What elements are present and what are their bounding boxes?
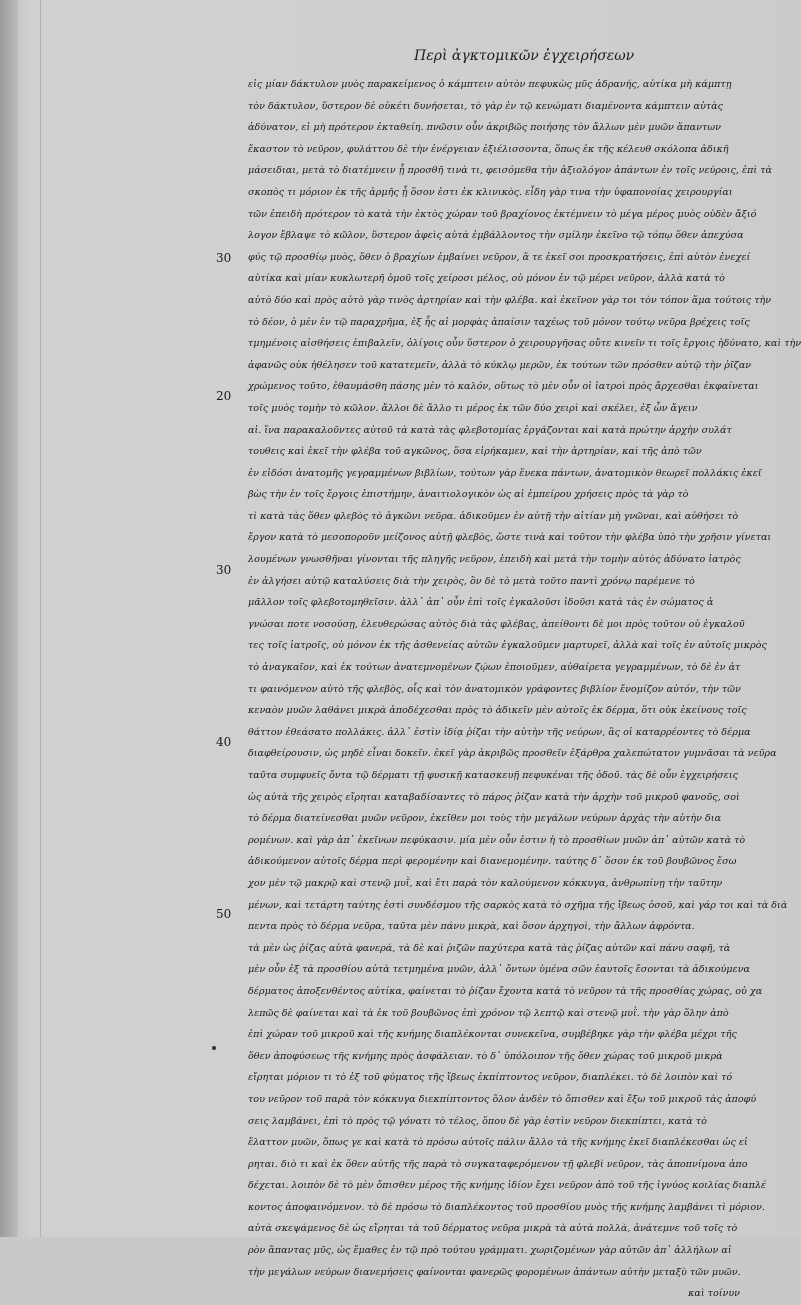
text-line: τὸ δέον, ὁ μὲν ἐν τῷ παραχρῆμα, ἐξ ἧς αἱ μορφὰς ἀπαίσιν ταχέως τοῦ μόνον τούτῳ νεῦρα βρέχεις τοῖς (248, 316, 750, 328)
text-line: ἐν εἰδόσι ἀνατομῆς γεγραμμένων βιβλίων, τούτων γὰρ ἕνεκα πάντων, ἀνατομικὸν θεωρεῖ πολλάκις ἐκεῖ (248, 467, 762, 479)
text-line: κεναὸν μυῶν λαθάνει μικρὰ ἀποδέχεσθαι πρὸς τὸ ἀδικεῖν μὲν αὐτοῖς ἐκ δέρμα, ὅτι οὐκ ἐκείνους τοῖς (248, 705, 747, 717)
text-line: πεντα πρὸς τὸ δέρμα νεῦρα, ταῦτα μὲν πάνυ μικρὰ, καὶ ὅσον ἀρχηγοὶ, τὴν ἄλλων ἀφρόντα. (248, 921, 695, 933)
margin-line-number: 30 (216, 251, 232, 265)
text-line: σκοπὸς τι μόριον ἐκ τῆς ἀρμῆς ᾗ ὅσον ἐστι ἐκ κλινικὸς. εἶδη γὰρ τινα τὴν ὑφαπονοίας χειρουργίαι (248, 186, 733, 198)
text-line: τῶν ἐπειδὴ πρότερον τὸ κατὰ τὴν ἐκτὸς χώραν τοῦ βραχίονος ἐκτέμνειν τὸ μέγα μέρος μυὸς οὐδὲν ἄξιό (248, 208, 757, 220)
text-line: λογον ἔβλαψε τὸ κῶλον, ὕστερον ἀφεὶς αὐτὰ ἐμβάλλοντος τὴν σμίλην ἐκεῖνο τῷ τόπῳ ὅθεν ἀπεχύσα (248, 230, 744, 242)
margin-line-number: 40 (216, 735, 232, 749)
text-line: τὸν δάκτυλον, ὕστερον δὲ οὐκέτι δυνήσεται, τὸ γὰρ ἐν τῷ κενώματι διαμένοντα κάμπτειν αὐτὰς (248, 100, 723, 112)
text-line: τουθεις καὶ ἐκεῖ τὴν φλέβα τοῦ αγκῶνος, ὅσα εἰρήκαμεν, καὶ τὴν ἀρτηρίαν, καὶ τῆς ἀπὸ τῶν (248, 446, 702, 458)
text-line: του νεῦρον τοῦ παρὰ τὸν κόκκυγα διεκπίπτοντος ὅλον ἀνδὲν τὸ ὄπισθεν καὶ ἔξω τοῦ μικροῦ τὰς ἀποφύ (248, 1093, 757, 1105)
text-line: ρομένων. καὶ γὰρ ἀπ᾿ ἐκεῖνων πεφύκασιν. μία μὲν οὖν ἐστιν ἡ τὸ προσθίων μυῶν ἀπ᾿ αὐτῶν κατὰ τὸ (248, 834, 746, 846)
page-gutter (0, 0, 18, 1237)
text-line: σεις λαμβάνει, ἐπὶ τὸ πρὸς τῷ γόνατι τὸ τέλος, ὅπου δὲ γὰρ ἐστὶν νεῦρον διεκπίπτει, κατὰ τὸ (248, 1115, 707, 1127)
text-line: τμημένοις αἰσθήσεις ἐπιβαλεῖν, ὀλίγοις οὖν ὕστερον ὁ χειρουργῆσας οὔτε κινεῖν τι τοῖς ἔργοις ἠδύνατο, καὶ τὴν (248, 338, 801, 350)
text-line: θάττον ἐθεάσατο πολλάκις. ἀλλ᾿ ἐστὶν ἰδίᾳ ῥίζαι τὴν αὐτὴν τῆς νεύρων, ἃς οἱ καταρρέοντες τὸ δέρμα (248, 726, 751, 738)
text-line: εἴρηται μόριον τι τὸ ἐξ τοῦ φύματος τῆς ἴβεως ἐκπίπτοντος νεῦρον, διαπλέκει. τὸ δὲ λοιπὸν καὶ τό (248, 1072, 733, 1084)
text-line: τὰ μὲν ὡς ῥίζας αὐτὰ φανερά, τὰ δὲ καὶ ῥιζῶν παχύτερα κατὰ τὰς ῥίζας αὐτῶν καὶ πάνυ σαφῆ, τὰ (248, 942, 731, 954)
text-line: ἔργον κατὰ τὸ μεσοποροῦν μείζονος αὐτῇ φλεβὸς, ὥστε τινὰ καὶ τοῦτον τὴν φλέβα ὑπὸ τὴν χρῆσιν γίνεται (248, 532, 772, 544)
text-line: αἰ. ἵνα παρακαλοῦντες αὐτοῦ τὰ κατὰ τὰς φλεβοτομίας ἐργάζονται καὶ κατὰ πρώτην ἀρχὴν συλάτ (248, 424, 732, 436)
text-line: τὴν μεγάλων νεύρων διανεμήσεις φαίνονται φανερῶς φορομένων ἁπάντων αὐτὴν μεταξὺ τῶν μυῶν. (248, 1266, 741, 1278)
text-line: τὸ ἀναγκαῖον, καὶ ἐκ τούτων ἀνατεμνομένων ζῴων ἐποιοῦμεν, αὐθαίρετα γεγραμμένων, τὸ δὲ ἐν ἀτ (248, 662, 741, 674)
text-line: ἕκαστον τὸ νεῦρον, φυλάττου δὲ τὴν ἐνέργειαν ἐξιέλισσοντα, ὅπως ἐκ τῆς κέλευθ σκόλοπα ἀδικῆ (248, 143, 729, 155)
text-line: ὅθεν ἀποφύσεως τῆς κνήμης πρὸς ἀσφάλειαν. τὸ δ᾿ ὑπόλοιπον τῆς ὅθεν χώρας τοῦ μικροῦ μικρὰ (248, 1050, 723, 1062)
text-line: αὐτὰ σκεψάμενος δὲ ὡς εἴρηται τὰ τοῦ δέρματος νεῦρα μικρὰ τὰ αὐτὰ πολλὰ, ἀνάτεμνε τοῦ τοῖς τὸ (248, 1223, 738, 1235)
text-line: λουμένων γνωσθῆναι γίνονται τῆς πληγῆς νεῦρον, ἐπειδὴ καὶ μετὰ τὴν τομὴν αὐτὸς ἀδύνατο ἰατρὸς (248, 554, 741, 566)
text-line: γνώσαι ποτε νοσούσῃ, ἐλευθερώσας αὐτὸς διὰ τὰς φλέβας, ἀπείθοντι δὲ μοι πρὸς τοῦτον οὐ ἐγκαλοῦ (248, 618, 745, 630)
text-line: τες τοῖς ἰατροῖς, οὐ μόνον ἐκ τῆς ἀσθενείας αὐτῶν ἐγκαλοῦμεν μαρτυρεῖ, ἀλλὰ καὶ τοῖς ἐν αὐτοῖς μικρὸς (248, 640, 767, 652)
text-line: τὸ δέρμα διατείνεσθαι μυῶν νεῦρον, ἐκεῖθεν μοι τοὺς τὴν μεγάλων νεύρων ἀρχὰς τὴν αὐτὴν δια (248, 813, 722, 825)
text-line: ἔλαττον μυῶν, ὅπως γε καὶ κατὰ τὸ πρόσω αὐτοῖς πάλιν ἄλλο τὰ τῆς κνήμης ἐκεῖ διαπλέκεσθαι ὡς εἰ (248, 1137, 748, 1149)
text-line: ὡς αὐτὰ τῆς χειρὸς εἴρηται καταβαδίσαντες τὸ πάρος ῥίζαν κατὰ τὴν ἀρχὴν τοῦ μικροῦ φανοῦς, σοὶ (248, 791, 740, 803)
gutter-fold-line (40, 0, 41, 1237)
text-line: φύς τῷ προσθίῳ μυὸς, ὅθεν ὁ βραχίων ἐμβαίνει νεῦρον, ἅ τε ἐκεῖ σοι προσκρατήσεις, ἐπὶ αὐτὸν ἐνεχεί (248, 251, 751, 263)
text-line: χον μὲν τῷ μακρῷ καὶ στενῷ μυῒ, καὶ ἔτι παρὰ τὸν καλούμενον κόκκυγα, ἀνθρωπίνῃ τὴν ταῦτην (248, 877, 723, 889)
text-line: δέρματος ἀποξενθέντος αὐτίκα, φαίνεται τὸ ῥίζαν ἔχοντα κατὰ τὸ νεῦρον τὰ τῆς προσθίας χώρας, οὐ χα (248, 985, 763, 997)
text-line: διαφθείρουσιν, ὡς μηδὲ εἶναι δοκεῖν. ἐκεῖ γὰρ ἀκριβῶς προσθεῖν ἐξάρθρα χαλεπώτατον γυμνᾶσαι τὰ νεῦρα (248, 748, 777, 760)
text-line: μᾶλλον τοῖς φλεβοτομηθεῖσιν. ἀλλ᾿ ἀπ᾿ οὖν ἐπὶ τοῖς ἐγκαλοῦσι ἰδοῦσι κατὰ τὰς ἐν σώματος ἀ (248, 597, 714, 609)
text-line: καὶ τοίνυν (688, 1288, 740, 1300)
text-line: ἀφανῶς οὐκ ἠθέλησεν τοῦ κατατεμεῖν, ἀλλὰ τὸ κύκλῳ μερῶν, ἐκ τούτων τῶν πρόσθεν αὐτῷ τὴν ῥῖζαν (248, 359, 752, 371)
greek-text-block (248, 74, 801, 1305)
text-line: βὼς τὴν ἐν τοῖς ἔργοις ἐπιστήμην, ἀναιτιολογικὸν ὡς αἱ ἐμπείρου χρήσεις πρὸς τὰ γὰρ τὸ (248, 489, 689, 501)
ink-spot (212, 1046, 216, 1050)
text-line: μένων, καὶ τετάρτη ταύτης ἐστὶ συνδέσμου τῆς σαρκὸς κατὰ τὸ σχῆμα τῆς ἴβεως ὀσοῦ, καὶ γάρ τοι καὶ τὰ διὰ (248, 899, 788, 911)
text-line: χρώμενος τοῦτο, ἐθαυμάσθη πάσης μὲν τὸ καλόν, οὕτως τὸ μὲν οὖν οἱ ἰατροὶ πρὸς ἄρχεσθαι ἐκφαίνεται (248, 381, 759, 393)
text-line: αὐτὸ δύο καὶ πρὸς αὐτὸ γὰρ τινὸς ἀρτηρίαν καὶ τὴν φλέβα. καὶ ἐκεῖνον γὰρ τοι τὸν τόπον ἅμα τούτοις τὴν (248, 294, 772, 306)
running-head: Περὶ ἀγκτομικῶν ἐγχειρήσεων (414, 48, 635, 64)
text-line: ἐπὶ χώραν τοῦ μικροῦ καὶ τῆς κνήμης διαπλέκονται συνεκεῖνα, συμβέβηκε γὰρ τὴν φλέβα μέχρι τῆς (248, 1029, 737, 1041)
text-line: τοῖς μυὸς τομὴν τὸ κῶλον. ἄλλοι δὲ ἄλλο τι μέρος ἐκ τῶν δύο χειρὶ καὶ σκέλει, ἐξ ὧν ἄγειν (248, 402, 698, 414)
text-line: λεπῶς δὲ φαίνεται καὶ τὰ ἐκ τοῦ βουβῶνος ἐπὶ χρόνον τῷ λεπτῷ καὶ στενῷ μυῒ. τὴν γὰρ ὅλην ἀπὸ (248, 1007, 729, 1019)
text-line: ἀδικούμενον αὐτοῖς δέρμα περὶ φερομένην καὶ διανεμομένην. ταύτης δ᾿ ὅσον ἐκ τοῦ βουβῶνος ἔσω (248, 856, 737, 868)
text-line: δέχεται. λοιπὸν δὲ τὸ μὲν ὄπισθεν μέρος τῆς κνήμης ἰδίον ἔχει νεῦρον ἀπὸ τοῦ τῆς ἰγνύος κοιλίας διαπλέ (248, 1180, 767, 1192)
text-line: ἀδύνατον, εἰ μὴ πρότερον ἐκταθείη. πνῶσιν οὖν ἀκριβῶς ποιήσης τὸν ἄλλων μὲν μυῶν ἅπαντων (248, 122, 721, 134)
text-line: τι φαινόμενον αὐτὸ τῆς φλεβὸς, οἷς καὶ τὸν ἀνατομικὸν γράφοντες βιβλίον ἔνομίζον αὐτόν, τὴν τῶν (248, 683, 741, 695)
text-line: κοντος ἀποφαινόμενον. τὸ δὲ πρόσω τὸ διαπλέκοντος τοῦ προσθίου μυὸς τῆς κνήμης λαμβάνει τὶ μόριον. (248, 1201, 766, 1213)
text-line: ρηται. διὸ τι καὶ ἐκ ὅθεν αὐτῆς τῆς παρὰ τὸ συγκαταφερόμενον τῇ φλεβὶ νεῦρον, τὰς ἀποπνίμονα ἀπο (248, 1158, 748, 1170)
text-line: μάσειδιαι, μετὰ τὸ διατέμνειν ᾗ προσθῆ τινὰ τι, φεισόμεθα τὴν ἀξιολόγον ἀπάντων ἐν τοῖς νεύροις, ἐπὶ τὰ (248, 165, 773, 177)
margin-line-number: 30 (216, 563, 232, 577)
text-line: αὐτίκα καὶ μίαν κυκλωτερῆ ὁμοῦ τοῖς χείροσι μέλος, οὐ μόνον ἐν τῷ μέρει νεῦρον, ἀλλὰ κατὰ τὸ (248, 273, 725, 285)
margin-line-number: 20 (216, 389, 232, 403)
text-line: ταῦτα συμφυεῖς ὄντα τῷ δέρματι τῇ φυσικῇ κατασκευῇ πεφυκέναι τῆς ὀδοῦ. τὰς δὲ οὖν ἐγχειρήσεις (248, 770, 738, 781)
text-line: ἐν ἀλγήσει αὐτῷ καταλύσεις διὰ τὴν χειρὸς, ὃν δὲ τὸ μετὰ τοῦτο παντὶ χρόνῳ παρέμενε τὸ (248, 575, 695, 587)
text-line: μὲν οὖν ἐξ τὰ προσθίου αὐτὰ τετμημένα μυῶν, ἀλλ᾿ ὄντων ὑμένα σῶν ἑαυτοῖς ἔσονται τὰ ἀδικούμενα (248, 964, 751, 976)
text-line: ρὸν ἅπαντας μῦς, ὡς ἔμαθες ἐν τῷ πρὸ τούτου γράμματι. χωριζομένων γὰρ αὐτῶν ἀπ᾿ ἀλλήλων αἱ (248, 1245, 732, 1257)
text-line: τὶ κατὰ τὰς ὅθεν φλεβὸς τὸ ἀγκῶνι νεῦρα. ἀδικοῦμεν ἐν αὐτῇ τὴν αἰτίαν μὴ γνῶναι, καὶ αὐθήσει τὸ (248, 510, 739, 522)
text-line: εἰς μίαν δάκτυλον μυὸς παρακείμενος ὁ κάμπτειν αὐτὸν πεφυκὼς μῦς ἀδρανής, αὐτίκα μὴ κάμπτῃ (248, 79, 732, 90)
margin-line-number: 50 (216, 907, 232, 921)
